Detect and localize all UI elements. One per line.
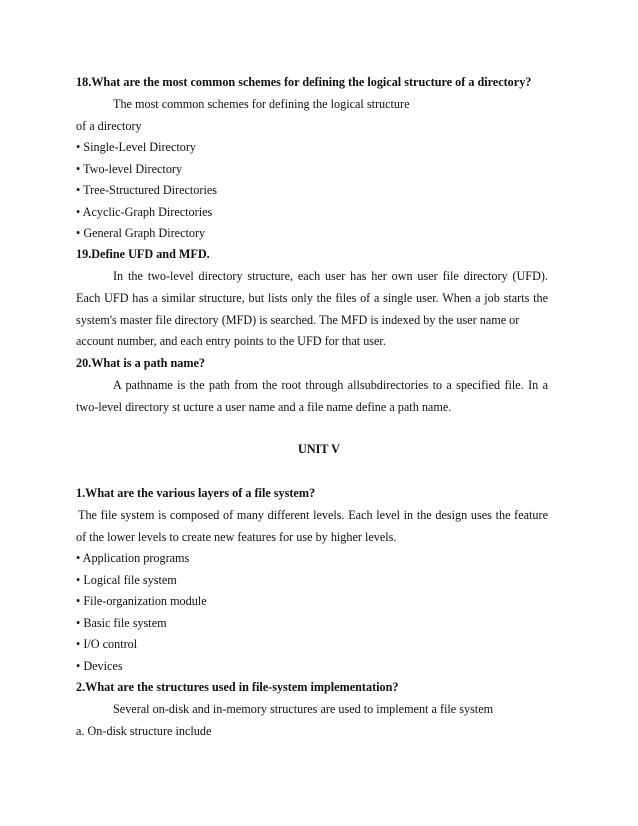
unit5-question-1-heading: 1.What are the various layers of a file system? [76, 486, 316, 500]
list-item: • Acyclic-Graph Directories [76, 205, 213, 219]
list-item: • General Graph Directory [76, 226, 206, 240]
unit-heading: UNIT V [298, 442, 340, 456]
question-19-answer-line: system's master file directory (MFD) is searched. The MFD is indexed by the user name or [76, 313, 520, 327]
list-item: • I/O control [76, 637, 138, 651]
question-20-answer-line: A pathname is the path from the root through allsubdirectories to a specified file. In a [113, 378, 548, 392]
list-item: • Basic file system [76, 616, 167, 630]
list-item: • Single-Level Directory [76, 140, 197, 154]
list-item: • Devices [76, 659, 123, 673]
list-item: • Tree-Structured Directories [76, 183, 218, 197]
question-18-heading: 18.What are the most common schemes for defining the logical structure of a directory? [76, 75, 532, 89]
question-20-heading: 20.What is a path name? [76, 356, 205, 370]
unit5-question-1-answer-line: of the lower levels to create new features for use by higher levels. [76, 530, 397, 544]
question-19-answer-line: Each UFD has a similar structure, but lists only the files of a single user. When a job starts the [76, 291, 548, 305]
question-18-answer-line: of a directory [76, 119, 142, 133]
question-19-answer-line: account number, and each entry points to the UFD for that user. [76, 334, 386, 348]
question-20-answer-line: two-level directory st ucture a user name and a file name define a path name. [76, 400, 452, 414]
list-item: • File-organization module [76, 594, 207, 608]
unit5-question-2-heading: 2.What are the structures used in file-system implementation? [76, 680, 399, 694]
unit5-question-2-answer-line: a. On-disk structure include [76, 724, 212, 738]
unit5-question-2-answer-line: Several on-disk and in-memory structures are used to implement a file system [113, 702, 494, 716]
question-18-answer-line: The most common schemes for defining the logical structure [113, 97, 410, 111]
list-item: • Logical file system [76, 573, 177, 587]
question-19-answer-line: In the two-level directory structure, each user has her own user file directory (UFD). [113, 269, 548, 283]
list-item: • Application programs [76, 551, 190, 565]
question-19-heading: 19.Define UFD and MFD. [76, 247, 210, 261]
unit5-question-1-answer-line: The file system is composed of many different levels. Each level in the design uses the feature [78, 508, 548, 522]
list-item: • Two-level Directory [76, 162, 183, 176]
